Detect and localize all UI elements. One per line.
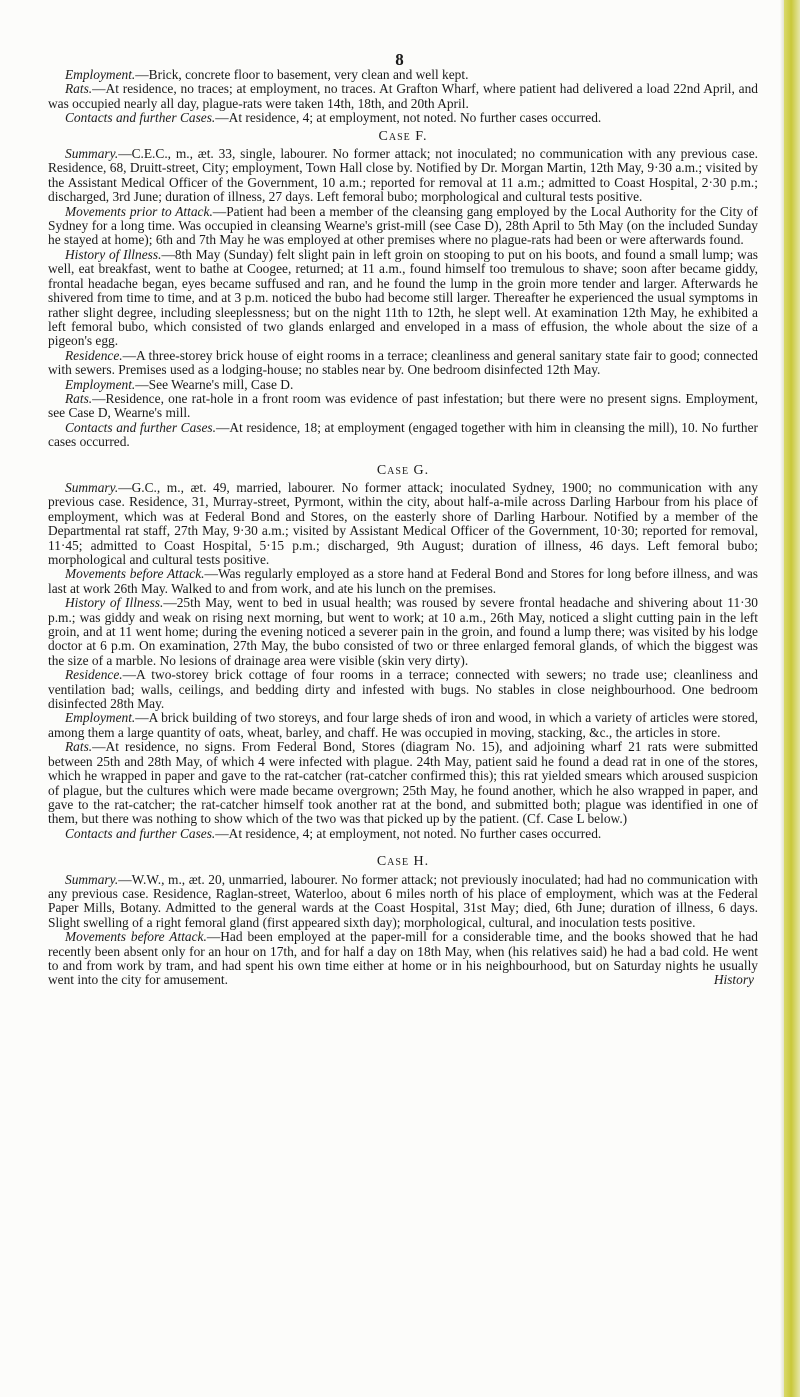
paragraph-label: History of Illness. — [65, 595, 164, 611]
paragraph-text: —G.C., m., æt. 49, married, labourer. No former attack; inoculated Sydney, 1900; no communication with any previous case. Residence, 31, Murray-street, Pyrmont, within the city, about half-a-mile across Darling Harbour from his place of employment, which was at Federal Bond and Stores, on the easterly shore of Darling Harbour. Notified by a member of the Departmental rat staff, 27th May, 9·30 a.m.; visited by Assistant Medical Officer of the Government, 10·30; reported for removal, 11·45; admitted to Coast Hospital, 5·15 p.m.; discharged, 9th August; duration of illness, 46 days. Left femoral bubo; morphological and cultural tests positive. — [48, 479, 758, 567]
paragraph-text: —C.E.C., m., æt. 33, single, labourer. No former attack; not inoculated; no communication with any previous case. Residence, 68, Druitt-street, City; employment, Town Hall close by. Notified by Dr. Morgan Martin, 12th May, 9·30 a.m.; visited by the Assistant Medical Officer of the Government, 10 a.m.; reported for removal at 11 a.m.; admitted to Coast Hospital, 2·30 p.m.; discharged, 3rd June; duration of illness, 27 days. Left femoral bubo; morphological and cultural tests positive. — [48, 146, 758, 205]
paragraph-label: Summary. — [65, 871, 119, 887]
paragraph — [48, 481, 758, 567]
paragraph-label: Contacts and further Cases. — [65, 110, 216, 126]
paragraph-text: —Brick, concrete floor to basement, very clean and well kept. — [135, 67, 469, 82]
paragraph-text: —W.W., m., æt. 20, unmarried, labourer. No former attack; not previously inoculated; had had no communication with any previous case. Residence, Raglan-street, Waterloo, about 6 miles north of his place of employment, which was at the Federal Paper Mills, Botany. Admitted to the general wards at the Coast Hospital, 31st May; died, 6th June; duration of illness, 6 days. Slight swelling of a right femoral gland (first appeared sixth day); morphological, cultural, and inoculation tests positive. — [48, 871, 758, 930]
paragraph-label: Summary. — [65, 479, 119, 495]
paragraph — [48, 873, 758, 931]
paragraph-label: History of Illness. — [65, 246, 162, 262]
document-body — [48, 68, 758, 988]
page-number: 8 — [395, 50, 405, 69]
case-heading: Case H. — [376, 854, 430, 870]
paragraph-label: Rats. — [65, 81, 93, 97]
paragraph-label: Contacts and further Cases. — [65, 825, 216, 841]
paragraph-label: Employment. — [65, 710, 136, 726]
paragraph-text: —Had been employed at the paper-mill for a considerable time, and the books showed that he had recently been absent only for an hour on 17th, and for half a day on 18th May, when (his relatives said) he had a bad cold. He went to and from work by tram, and had spent his own time either at home or in his neighbourhood, but on Saturday nights he usually went into the city for amusement. — [48, 929, 758, 988]
paragraph — [48, 378, 758, 392]
paragraph-text: —8th May (Sunday) felt slight pain in left groin on stooping to put on his boots, and found a small lump; was well, eat breakfast, went to bathe at Coogee, returned; at 11 a.m., found himself too tremulous to shave; soon after became giddy, frontal headache began, eyes became suffused and ran, and he found the lump in the groin more tender and larger. Afterwards he shivered from time to time, and at 3 p.m. noticed the bubo had become still larger. Thereafter he experienced the usual symptoms in rather slight degree, including sleeplessness; but on the night 11th to 12th, he slept well. At examination 12th May, he exhibited a left femoral bubo, which consisted of two glands enlarged and enveloped in a mass of effusion, the whole about the size of a pigeon's egg. — [48, 246, 759, 349]
case-heading: Case F. — [378, 128, 428, 144]
paragraph-text: —At residence, no signs. From Federal Bond, Stores (diagram No. 15), and adjoining wharf 21 rats were submitted between 25th and 28th May, of which 4 were infected with plague. 24th May, patient said he found a dead rat in one of the stores, which he wrapped in paper and gave to the rat-catcher (rat-catcher confirmed this); this rat yielded smears which aroused suspicion of plague, but the cultures which were made became overgrown; 25th May, he found another, which he also wrapped in paper, and gave to the rat-catcher; the rat-catcher himself took another rat at the bond, and submitted both; plague was identified in one of them, but there was nothing to show which of the two was that picked up by the patient. (Cf. Case L below.) — [48, 739, 758, 827]
catchword: History — [713, 972, 754, 988]
paragraph-text: —At residence, 4; at employment, not noted. No further cases occurred. — [215, 110, 602, 126]
paragraph-text: —A brick building of two storeys, and four large sheds of iron and wood, in which a variety of articles were stored, among them a large quantity of oats, wheat, barley, and chaff. He was occupied in moving, stacking, &c., the articles in store. — [48, 710, 758, 740]
paragraph — [48, 827, 758, 841]
paragraph-text: —Patient had been a member of the cleansing gang employed by the Local Authority for the City of Sydney for a long time. Was occupied in cleansing Wearne's grist-mill (see Case D), 28th April to 5th May (on the included Sunday he stayed at home); 6th and 7th May he was employed at other premises where no plague-rats had been or were afterwards found. — [48, 203, 758, 248]
paragraph — [48, 596, 758, 668]
paragraph — [48, 147, 758, 205]
paragraph-label: Residence. — [65, 667, 123, 683]
paragraph-text: —At residence, no traces; at employment, no traces. At Grafton Wharf, where patient had delivered a load 22nd April, and was occupied nearly all day, plague-rats were taken 14th, 18th, and 20th April. — [48, 81, 758, 111]
paragraph-text: —See Wearne's mill, Case D. — [135, 376, 294, 392]
paragraph-text: —Was regularly employed as a store hand at Federal Bond and Stores for long before illness, and was last at work 26th May. Walked to and from work, and ate his lunch on the premises. — [48, 566, 758, 596]
paragraph-text: —Residence, one rat-hole in a front room was evidence of past infestation; but there were no present signs. Employment, see Case D, Wearne's mill. — [48, 390, 758, 421]
paragraph-label: Employment. — [65, 376, 136, 392]
paragraph — [48, 421, 758, 450]
paragraph-text: —At residence, 4; at employment, not noted. No further cases occurred. — [215, 825, 602, 841]
paragraph — [48, 205, 758, 248]
paragraph-label: Movements before Attack. — [65, 566, 205, 582]
page-edge-bar — [784, 0, 800, 1397]
paragraph-text: —At residence, 18; at employment (engaged together with him in cleansing the mill), 10. No further cases occurred. — [48, 419, 758, 450]
paragraph — [48, 711, 758, 740]
paragraph — [48, 248, 758, 349]
paragraph — [48, 930, 758, 988]
paragraph-label: Contacts and further Cases. — [65, 419, 216, 435]
paragraph-label: Movements prior to Attack. — [65, 203, 213, 219]
paragraph — [48, 111, 758, 125]
paragraph-text: —25th May, went to bed in usual health; was roused by severe frontal headache and shivering about 11·30 p.m.; was giddy and weak on rising next morning, but went to work; at 10 a.m., 26th May, noticed a slight cutting pain in the left groin, and at 11 went home; during the evening noticed a severer pain in the groin, and found a lump there; was visited by his lodge doctor at 6 p.m. On examination, 27th May, the bubo consisted of two or three enlarged femoral glands, of which the biggest was the size of a marble. No lesions of drainage area were visible (skin very dirty). — [48, 595, 758, 668]
paragraph-label: Rats. — [65, 390, 93, 406]
paragraph-label: Employment. — [65, 67, 136, 82]
paragraph — [48, 567, 758, 596]
paragraph — [48, 68, 758, 82]
paragraph — [48, 82, 758, 111]
paragraph-label: Residence. — [65, 347, 123, 363]
paragraph — [48, 349, 758, 378]
paragraph — [48, 392, 758, 421]
paragraph-text: —A two-storey brick cottage of four rooms in a terrace; connected with sewers; no trade use; cleanliness and ventilation bad; walls, ceilings, and bedding dirty and infested with bugs. No stables in close neighbourhood. One bedroom disinfected 28th May. — [48, 667, 758, 712]
case-heading: Case G. — [376, 462, 430, 478]
paragraph-label: Rats. — [65, 739, 93, 755]
paragraph — [48, 668, 758, 711]
paragraph-label: Movements before Attack. — [65, 929, 207, 945]
paragraph — [48, 740, 758, 826]
paragraph-text: —A three-storey brick house of eight rooms in a terrace; cleanliness and general sanitary state fair to good; connected with sewers. Premises used as a lodging-house; no stables near by. One bedroom disinfected 12th May. — [48, 347, 758, 378]
paragraph-label: Summary. — [65, 146, 119, 162]
